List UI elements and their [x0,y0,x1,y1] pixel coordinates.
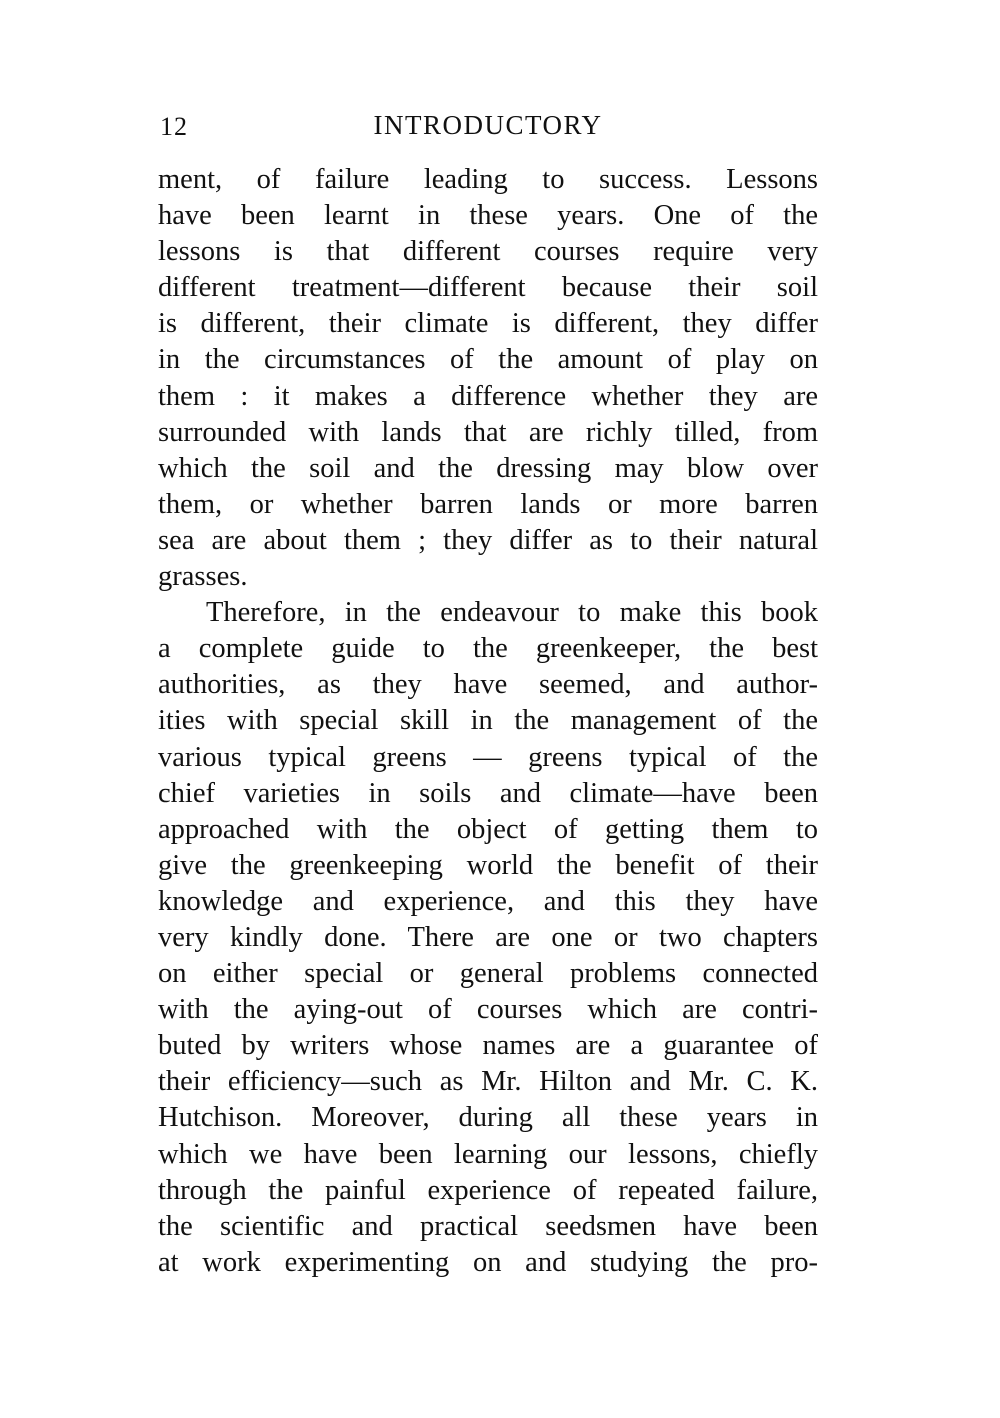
text-line: them : it makes a difference whether they are [158,380,818,412]
text-line: sea are about them ; they differ as to their natural [158,524,818,556]
text-line: ment, of failure leading to success. Lessons [158,164,818,195]
text-line: very kindly done. There are one or two chapters [158,921,818,953]
text-line: them, or whether barren lands or more barren [158,488,818,520]
text-line: in the circumstances of the amount of play on [158,344,818,376]
text-line: at work experimenting on and studying the pro- [158,1246,818,1278]
text-line: buted by writers whose names are a guarantee of [158,1030,818,1062]
text-line: surrounded with lands that are richly tilled, from [158,416,818,448]
text-line: have been learnt in these years. One of the [158,200,818,232]
text-line: which the soil and the dressing may blow over [158,452,818,484]
text-line: different treatment—different because their soil [158,272,818,304]
text-line: give the greenkeeping world the benefit of their [158,849,818,881]
text-line: a complete guide to the greenkeeper, the best [158,633,818,665]
text-line: approached with the object of getting them to [158,813,818,845]
text-line: authorities, as they have seemed, and author- [158,669,818,701]
text-line: the scientific and practical seedsmen have been [158,1210,818,1242]
page-number: 12 [160,112,188,141]
body-text [158,162,818,1281]
paragraph-start-line: Therefore, in the endeavour to make this book [206,597,818,629]
text-line: their efficiency—such as Mr. Hilton and Mr. C. K. [158,1066,818,1098]
text-line: Hutchison. Moreover, during all these years in [158,1102,818,1134]
text-line: lessons is that different courses require very [158,236,818,268]
text-line: is different, their climate is different, they differ [158,308,818,340]
paragraph-end-line: grasses. [158,561,248,593]
running-head: INTRODUCTORY [373,110,603,140]
text-line: which we have been learning our lessons, chiefly [158,1138,818,1170]
text-line: various typical greens — greens typical of the [158,741,818,773]
text-line: with the aying-out of courses which are contri- [158,994,818,1026]
text-line: ities with special skill in the management of the [158,705,818,737]
text-line: through the painful experience of repeated failure, [158,1174,818,1206]
text-line: on either special or general problems connected [158,958,818,990]
text-line: chief varieties in soils and climate—have been [158,777,818,809]
text-line: knowledge and experience, and this they have [158,885,818,917]
page-header [158,108,818,148]
